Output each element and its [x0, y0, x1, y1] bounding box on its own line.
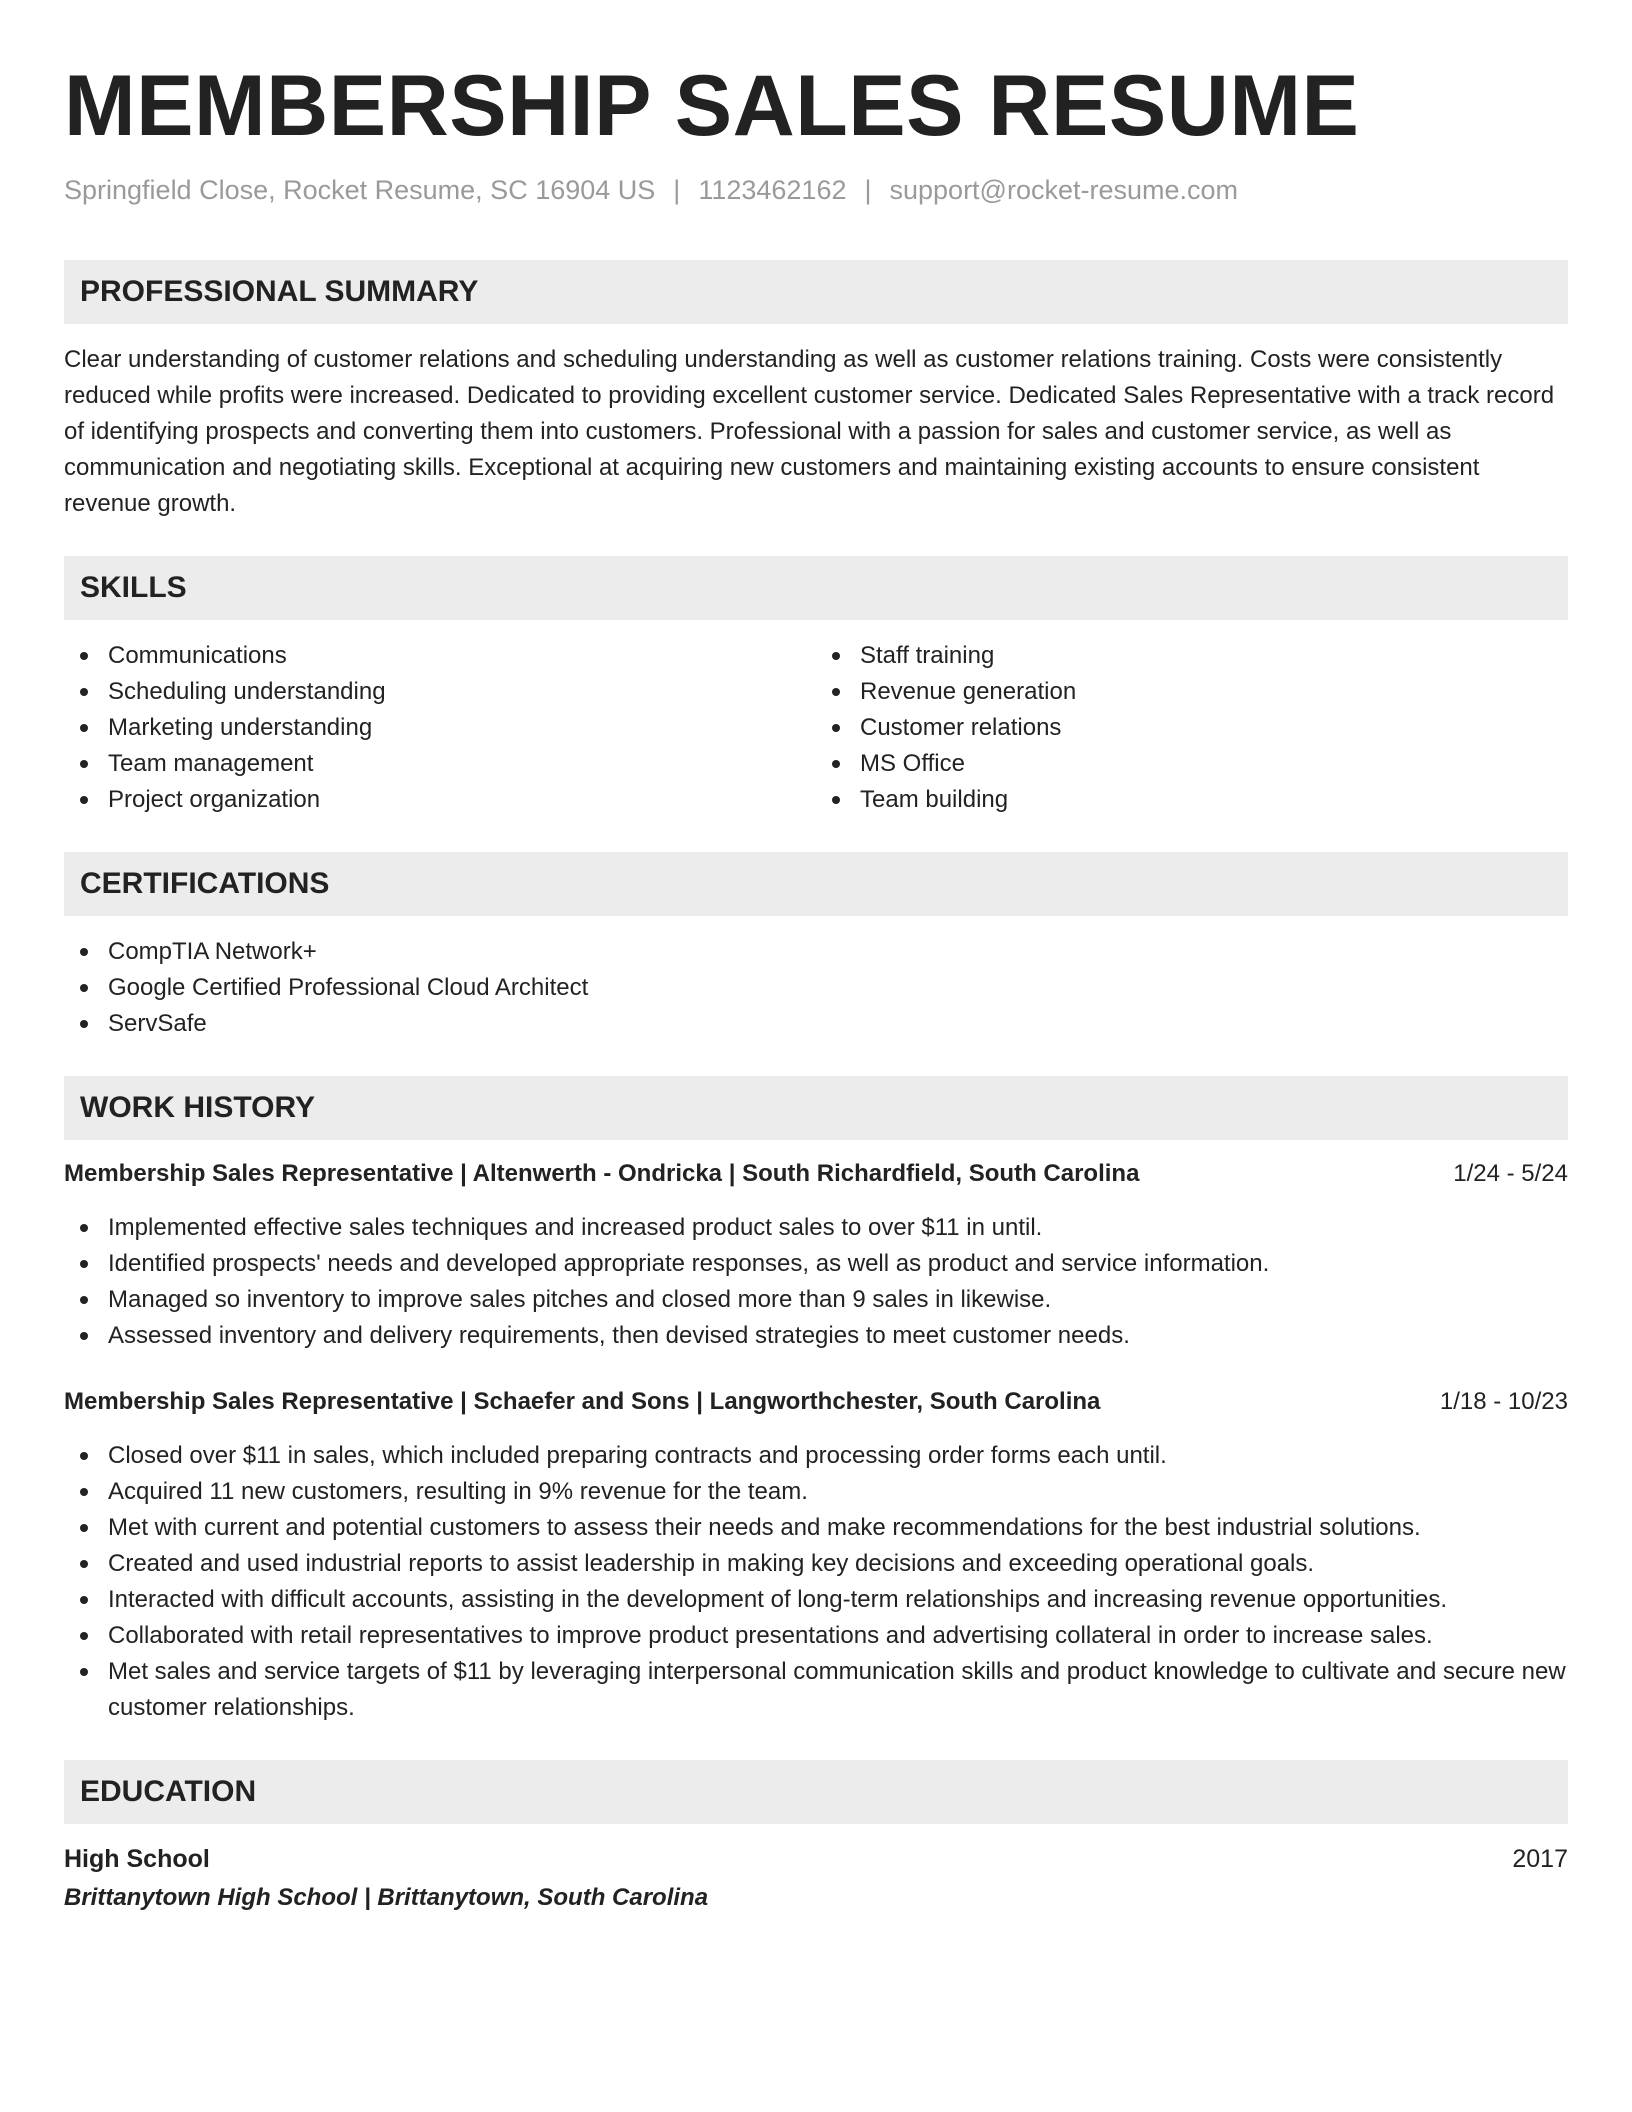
job-bullet-text: Identified prospects' needs and developed appropriate responses, as well as product and service information.	[108, 1250, 1270, 1277]
job-header	[64, 1384, 1568, 1420]
certifications-list	[64, 934, 1568, 1042]
job-bullet	[64, 1210, 1568, 1246]
education-heading: EDUCATION	[64, 1760, 1568, 1824]
job-header	[64, 1156, 1568, 1192]
certification-label: CompTIA Network+	[108, 938, 317, 965]
skill-label: Revenue generation	[860, 678, 1077, 705]
summary-heading: PROFESSIONAL SUMMARY	[64, 260, 1568, 324]
job-bullet-text: Met sales and service targets of $11 by leveraging interpersonal communication skills and product knowledge to cultivate and secure new customer relationships.	[108, 1658, 1566, 1721]
contact-phone: 1123462162	[698, 175, 847, 205]
bullet-icon	[832, 760, 840, 768]
skill-item	[816, 674, 1568, 710]
bullet-icon	[80, 760, 88, 768]
job-bullet	[64, 1582, 1568, 1618]
job-bullet-text: Implemented effective sales techniques and increased product sales to over $11 in until.	[108, 1214, 1043, 1241]
job-bullet-text: Closed over $11 in sales, which included preparing contracts and processing order forms each until.	[108, 1442, 1167, 1469]
bullet-icon	[80, 1596, 88, 1604]
skill-label: MS Office	[860, 750, 965, 777]
job-bullet	[64, 1654, 1568, 1726]
job-bullets	[64, 1438, 1568, 1726]
bullet-icon	[80, 1260, 88, 1268]
bullet-icon	[832, 652, 840, 660]
bullet-icon	[80, 948, 88, 956]
certification-item	[64, 1006, 1568, 1042]
job-bullet	[64, 1510, 1568, 1546]
skill-item	[816, 710, 1568, 746]
education-school: Brittanytown High School | Brittanytown, South Carolina	[64, 1884, 709, 1911]
bullet-icon	[80, 1560, 88, 1568]
bullet-icon	[80, 1020, 88, 1028]
skill-item	[64, 782, 816, 818]
bullet-icon	[80, 1488, 88, 1496]
bullet-icon	[80, 796, 88, 804]
skill-item	[816, 782, 1568, 818]
bullet-icon	[832, 796, 840, 804]
education-header	[64, 1840, 1568, 1878]
skill-label: Scheduling understanding	[108, 678, 386, 705]
bullet-icon	[80, 1668, 88, 1676]
skill-item	[64, 674, 816, 710]
certification-item	[64, 970, 1568, 1006]
work-history-heading: WORK HISTORY	[64, 1076, 1568, 1140]
job-dates: 1/18 - 10/23	[1439, 1388, 1568, 1415]
skills-list-left	[64, 638, 816, 818]
skills-heading: SKILLS	[64, 556, 1568, 620]
bullet-icon	[80, 724, 88, 732]
job-dates: 1/24 - 5/24	[1453, 1160, 1568, 1187]
job-bullet-text: Created and used industrial reports to assist leadership in making key decisions and exceeding operational goals.	[108, 1550, 1315, 1577]
job-bullet-text: Met with current and potential customers to assess their needs and make recommendations for the best industrial solutions.	[108, 1514, 1421, 1541]
bullet-icon	[80, 984, 88, 992]
skill-label: Project organization	[108, 786, 321, 813]
skill-label: Customer relations	[860, 714, 1062, 741]
contact-email: support@rocket-resume.com	[889, 175, 1239, 205]
skill-label: Marketing understanding	[108, 714, 373, 741]
job-title: Membership Sales Representative | Schaefer and Sons | Langworthchester, South Carolina	[64, 1388, 1101, 1415]
contact-separator: |	[864, 175, 872, 205]
education-year: 2017	[1512, 1845, 1568, 1873]
bullet-icon	[80, 1632, 88, 1640]
summary-text: Clear understanding of customer relations and scheduling understanding as well as customer relations training. Costs were consistently reduced while profits were increased. Dedicated to providing excellent customer service. Dedicated Sales Representative with a track record of identifying prospects and converting them into customers. Professional with a passion for sales and customer service, as well as communication and negotiating skills. Exceptional at acquiring new customers and maintaining existing accounts to ensure consistent revenue growth.	[64, 346, 1555, 517]
bullet-icon	[80, 688, 88, 696]
certification-item	[64, 934, 1568, 970]
skill-label: Team building	[860, 786, 1009, 813]
bullet-icon	[832, 724, 840, 732]
job-bullet-text: Interacted with difficult accounts, assisting in the development of long-term relationships and increasing revenue opportunities.	[108, 1586, 1447, 1613]
skill-item	[816, 746, 1568, 782]
bullet-icon	[80, 1524, 88, 1532]
certification-label: Google Certified Professional Cloud Architect	[108, 974, 589, 1001]
job-bullet	[64, 1474, 1568, 1510]
bullet-icon	[80, 1224, 88, 1232]
bullet-icon	[80, 652, 88, 660]
contact-line	[64, 170, 1568, 210]
job-bullet	[64, 1282, 1568, 1318]
skill-label: Communications	[108, 642, 287, 669]
skill-item	[64, 710, 816, 746]
skill-item	[64, 746, 816, 782]
job-bullets	[64, 1210, 1568, 1354]
job-bullet	[64, 1318, 1568, 1354]
education-degree: High School	[64, 1845, 210, 1873]
skills-list-right	[816, 638, 1568, 818]
contact-address: Springfield Close, Rocket Resume, SC 16904 US	[64, 175, 656, 205]
job-bullet-text: Assessed inventory and delivery requirements, then devised strategies to meet customer needs.	[108, 1322, 1130, 1349]
bullet-icon	[80, 1332, 88, 1340]
job-bullet	[64, 1546, 1568, 1582]
skill-label: Team management	[108, 750, 314, 777]
resume-title: MEMBERSHIP SALES RESUME	[64, 58, 1360, 154]
job-bullet	[64, 1618, 1568, 1654]
certification-label: ServSafe	[108, 1010, 207, 1037]
skill-item	[816, 638, 1568, 674]
skills-grid	[64, 620, 1568, 818]
bullet-icon	[832, 688, 840, 696]
bullet-icon	[80, 1296, 88, 1304]
bullet-icon	[80, 1452, 88, 1460]
job-title: Membership Sales Representative | Altenwerth - Ondricka | South Richardfield, South Carolina	[64, 1160, 1140, 1187]
job-bullet-text: Managed so inventory to improve sales pitches and closed more than 9 sales in likewise.	[108, 1286, 1052, 1313]
skill-label: Staff training	[860, 642, 995, 669]
job-bullet	[64, 1246, 1568, 1282]
job-bullet	[64, 1438, 1568, 1474]
job-bullet-text: Acquired 11 new customers, resulting in 9% revenue for the team.	[108, 1478, 808, 1505]
job-bullet-text: Collaborated with retail representatives to improve product presentations and advertising collateral in order to increase sales.	[108, 1622, 1433, 1649]
certifications-heading: CERTIFICATIONS	[64, 852, 1568, 916]
skill-item	[64, 638, 816, 674]
contact-separator: |	[673, 175, 681, 205]
